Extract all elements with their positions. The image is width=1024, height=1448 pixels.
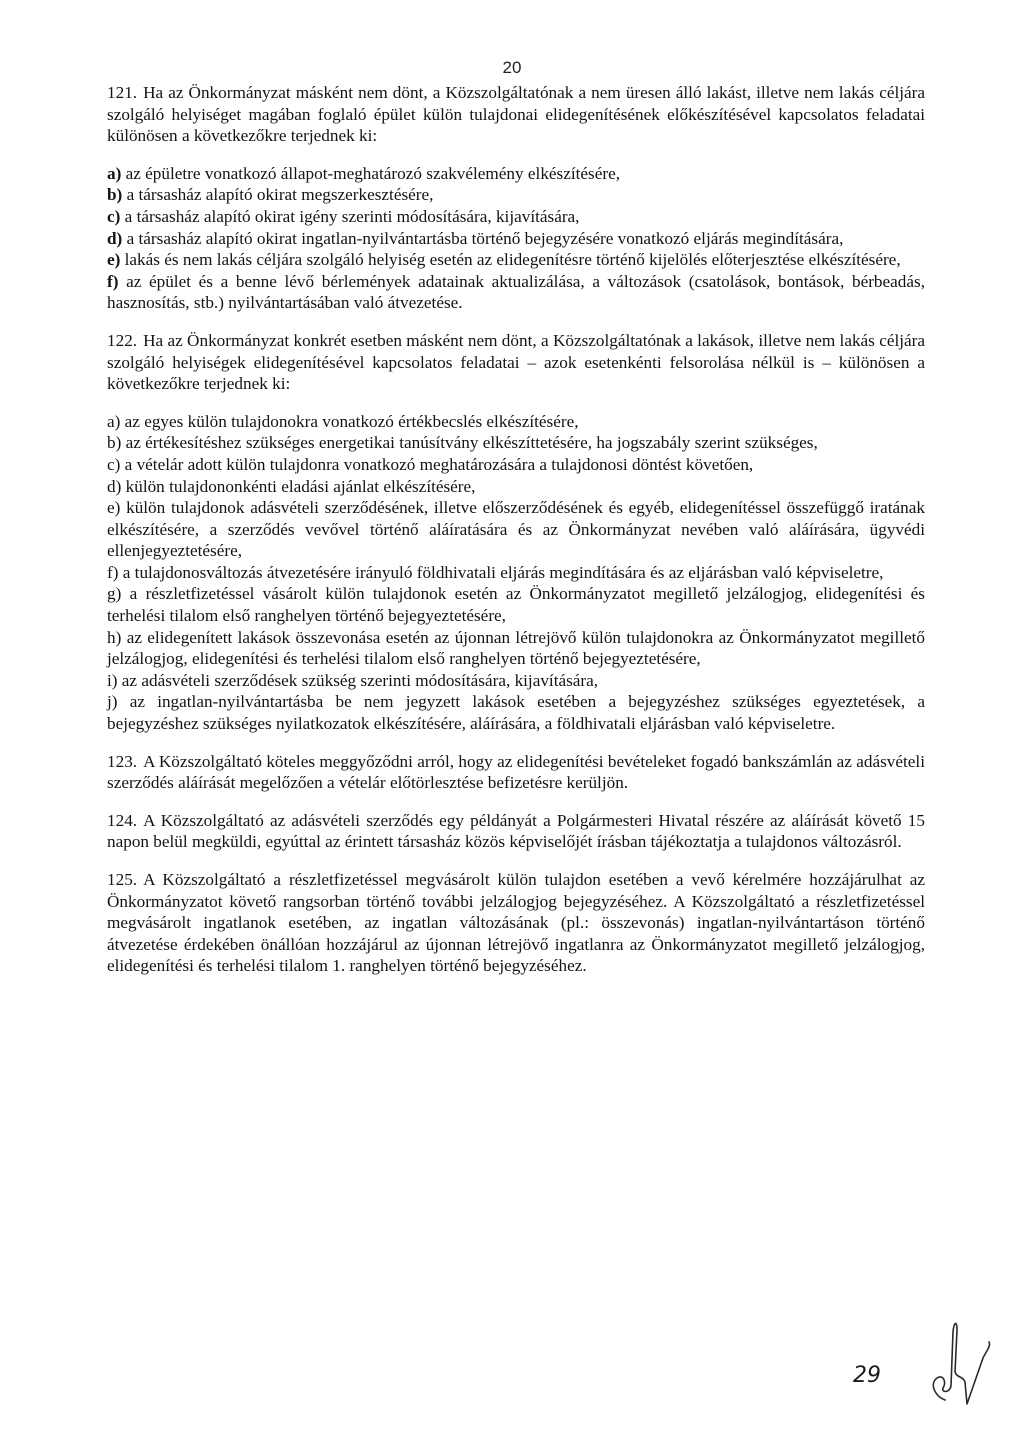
paragraph-number: 125. [107, 870, 138, 889]
list-item: a) az egyes külön tulajdonokra vonatkozó értékbecslés elkészítésére, [107, 411, 579, 431]
list-item: f) az épület és a benne lévő bérlemények adatainak aktualizálása, a változások (csatolások, bontások, bérbeadás, hasznosítás, stb.) nyilvántartásában való átvezetése. [107, 271, 925, 313]
list-item: f) a tulajdonosváltozás átvezetésére irányuló földhivatali eljárás megindítására és az eljárásban való képviseletre, [107, 562, 884, 582]
list-item: g) a részletfizetéssel vásárolt külön tulajdonok esetén az Önkormányzatot megillető jelzálogjog, elidegenítési és terhelési tilalom első ranghelyen történő bejegyeztetésére, [107, 584, 925, 626]
list-item: c) a társasház alapító okirat igény szerinti módosítására, kijavítására, [107, 206, 580, 226]
paragraph-122 [107, 330, 925, 395]
signature-icon [905, 1312, 995, 1412]
paragraph-125 [107, 869, 925, 977]
list-item: d) a társasház alapító okirat ingatlan-nyilvántartásba történő bejegyzésére vonatkozó eljárás megindítására, [107, 228, 844, 248]
paragraph-text: A Közszolgáltató köteles meggyőződni arról, hogy az elidegenítési bevételeket fogadó bankszámlán az adásvételi szerződés aláírását megelőzően a vételár előtörlesztése befizetésre kerüljön. [107, 751, 925, 793]
paragraph-number: 123. [107, 751, 138, 771]
list-item: b) a társasház alapító okirat megszerkesztésére, [107, 185, 434, 205]
handwritten-page-number: 29 [853, 1363, 881, 1388]
list-item: e) lakás és nem lakás céljára szolgáló helyiség esetén az elidegenítésre történő kijelölés előterjesztése elkészítésére, [107, 250, 901, 270]
paragraph-intro: Ha az Önkormányzat másként nem dönt, a Közszolgáltatónak a nem üresen álló lakást, illetve nem lakás céljára szolgáló helyiséget magában foglaló épület külön tulajdonai elidegenítésének előkészítésével kapcsolatos feladatai különösen a következőkre terjednek ki: [107, 83, 925, 146]
list-item: j) az ingatlan-nyilvántartásba be nem jegyzett lakások esetében a bejegyzéshez szükséges egyeztetések, a bejegyzéshez szükséges nyilatkozatok elkészítésére, aláírására, a földhivatali eljárásban való képviseletre. [107, 692, 925, 734]
paragraph-number: 122. [107, 330, 138, 350]
paragraph-text: A Közszolgáltató a részletfizetéssel megvásárolt külön tulajdon esetében a vevő kérelmére hozzájárulhat az Önkormányzatot követő rangsorban történő további jelzálogjog bejegyzéséhez. A Közszolgáltató a részletfizetéssel megvásárolt ingatlanok esetében, az ingatlan változásának (pl.: összevonás) ingatlan-nyilvántartáson történő átvezetése érdekében önállóan hozzájárul az újonnan létrejövő ingatlanra az Önkormányzatot megillető jelzálogjog, elidegenítési és terhelési tilalom 1. ranghelyen történő bejegyzéséhez. [107, 870, 925, 976]
paragraph-intro: Ha az Önkormányzat konkrét esetben másként nem dönt, a Közszolgáltatónak a lakások, illetve nem lakás céljára szolgáló helyiségek elidegenítésével kapcsolatos feladatai – azok esetenkénti felsorolása nélkül is – különösen a következőkre terjednek ki: [107, 330, 925, 394]
list-item: d) külön tulajdononkénti eladási ajánlat elkészítésére, [107, 476, 476, 496]
list-item: c) a vételár adott külön tulajdonra vonatkozó meghatározására a tulajdonosi döntést követően, [107, 454, 754, 474]
list-121 [107, 163, 925, 314]
list-122 [107, 411, 925, 735]
list-item: i) az adásvételi szerződések szükség szerinti módosítására, kijavítására, [107, 670, 599, 690]
list-item: b) az értékesítéshez szükséges energetikai tanúsítvány elkészíttetésére, ha jogszabály szerint szükséges, [107, 433, 818, 453]
list-item: h) az elidegenített lakások összevonása esetén az újonnan létrejövő külön tulajdonokra az Önkormányzatot megillető jelzálogjog, elidegenítési és terhelési tilalom első ranghelyen történő bejegyeztetésére, [107, 627, 925, 669]
page-number: 20 [502, 58, 522, 77]
list-item: e) külön tulajdonok adásvételi szerződésének, illetve előszerződésének és egyéb, elidegenítéssel összefüggő iratának elkészítésére, a szerződés vevővel történő aláíratására és az Önkormányzat nevében való aláírására, ügyvédi ellenjegyeztetésére, [107, 498, 925, 561]
document-body [107, 82, 925, 993]
paragraph-121 [107, 82, 925, 147]
paragraph-number: 121. [107, 83, 138, 102]
paragraph-text: A Közszolgáltató az adásvételi szerződés egy példányát a Polgármesteri Hivatal részére az aláírását követő 15 napon belül megküldi, egyúttal az érintett társasház közös képviselőjét írásban tájékoztatja a tulajdonos változásról. [107, 810, 925, 852]
paragraph-number: 124. [107, 810, 138, 830]
list-item: a) az épületre vonatkozó állapot-meghatározó szakvélemény elkészítésére, [107, 163, 621, 183]
paragraph-124 [107, 810, 925, 853]
paragraph-123 [107, 751, 925, 794]
